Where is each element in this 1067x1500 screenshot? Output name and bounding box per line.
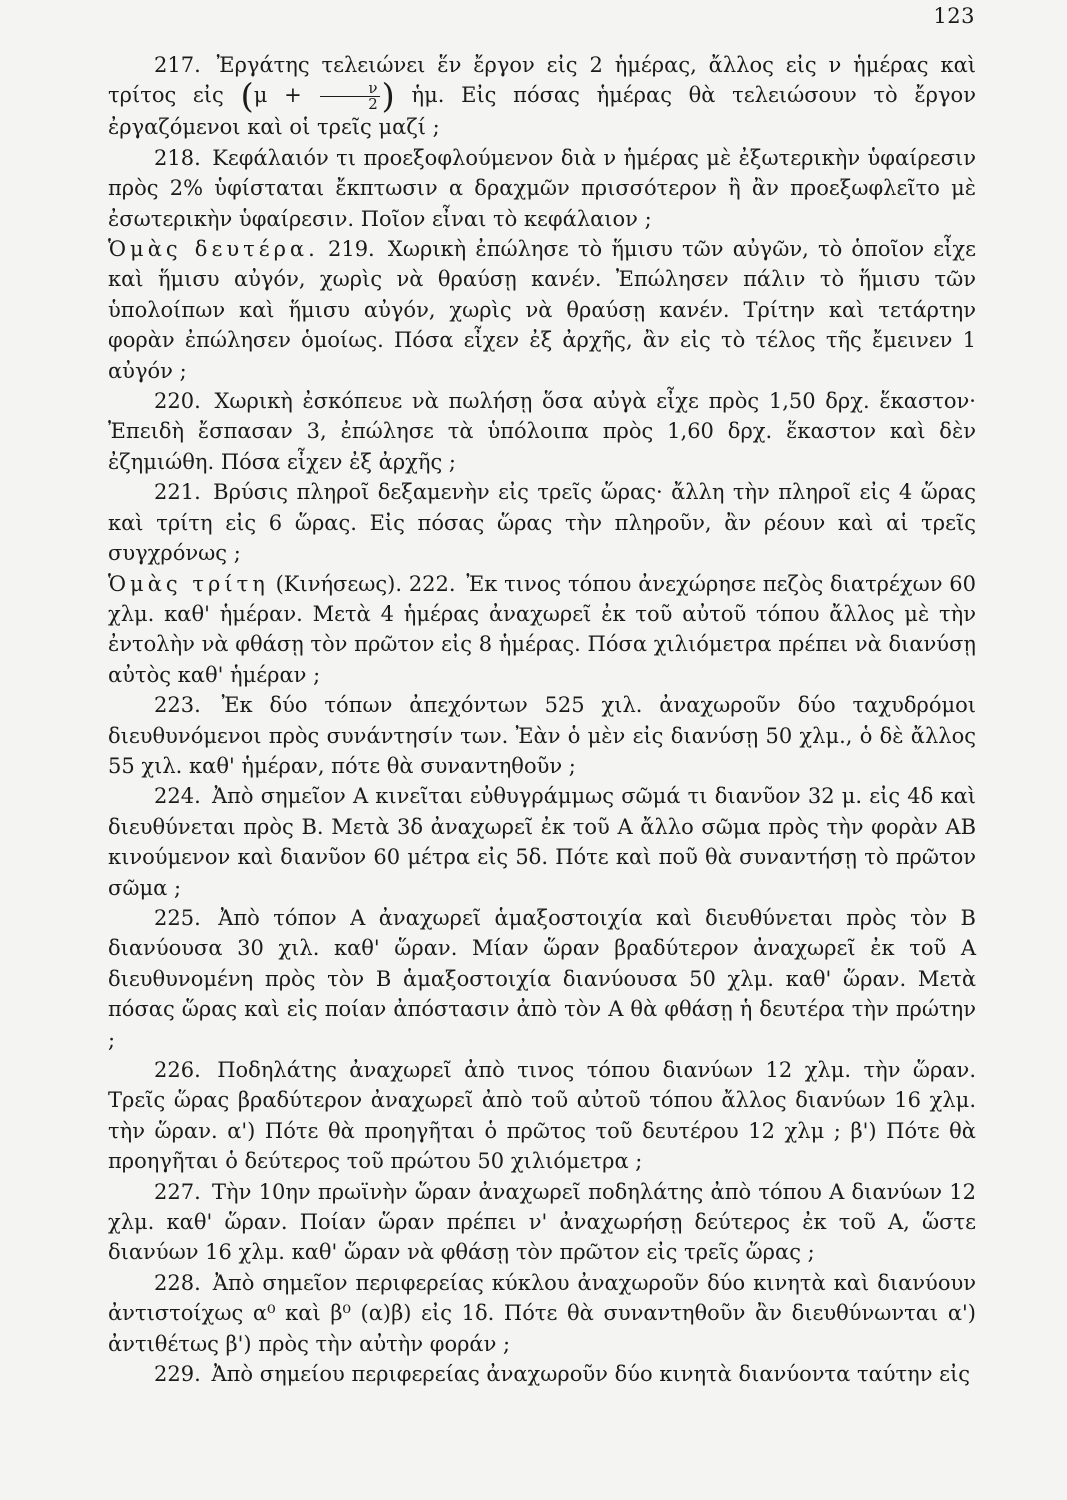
problem-number: 217. [154, 53, 201, 77]
problem-222 [108, 569, 976, 691]
problem-219 [108, 234, 976, 386]
problem-229 [108, 1359, 976, 1389]
problem-number: 227. [154, 1179, 201, 1204]
problem-number: 218. [154, 145, 201, 170]
fraction [320, 81, 379, 112]
problem-text: Ἐκ δύο τόπων ἀπεχόντων 525 χιλ. ἀναχωροῦν δύο ταχυδρόμοι διευθυνόμενοι πρὸς συνάντησίν των. Ἐὰν ὁ μὲν εἰς διανύσῃ 50 χλμ., ὁ δὲ ἄλλος 55 χιλ. καθ' ἡμέραν, πότε θὰ συναντηθοῦν ; [108, 693, 976, 778]
problem-number: 225. [154, 905, 201, 930]
problem-227 [108, 1177, 976, 1268]
problem-text: ἡμ. Εἰς πόσας ἡμέρας θὰ τελειώσουν τὸ ἔργον ἐργαζόμενοι καὶ οἱ τρεῖς μαζί ; [108, 83, 976, 140]
group-heading: Ὁμὰς τρίτη [108, 571, 269, 596]
problem-text: Κεφάλαιόν τι προεξοφλούμενον διὰ ν ἡμέρας μὲ ἐξωτερικὴν ὑφαίρεσιν πρὸς 2% ὑφίσταται ἔκπτωσιν α δραχμῶν πρισσότερον ἢ ἂν προεξωφλεῖτο μὲ ἐσωτερικὴν ὑφαίρεσιν. Ποῖον εἶναι τὸ κεφάλαιον ; [108, 145, 976, 231]
problem-number: 222. [408, 571, 456, 596]
fraction-numerator: ν [320, 81, 379, 97]
problem-220 [108, 386, 976, 477]
problem-217 [108, 50, 976, 143]
problem-number: 219. [327, 237, 375, 262]
problem-225 [108, 903, 976, 1055]
math-expression: μ + [253, 83, 302, 108]
problem-text: Χωρικὴ ἐπώλησε τὸ ἥμισυ τῶν αὐγῶν, τὸ ὁποῖον εἶχε καὶ ἥμισυ αὐγόν, χωρὶς νὰ θραύσῃ κανέν. Ἐπώλησεν πάλιν τὸ ἥμισυ τῶν ὑπολοίπων καὶ ἥμισυ αὐγόν, χωρὶς νὰ θραύσῃ κανέν. Τρίτην καὶ τετάρτην φορὰν ἐπώλησεν ὁμοίως. Πόσα εἶχεν ἐξ ἀρχῆς, ἂν εἰς τὸ τέλος τῆς ἔμεινεν 1 αὐγόν ; [108, 237, 976, 383]
problem-text: Χωρικὴ ἐσκόπευε νὰ πωλήσῃ ὅσα αὐγὰ εἶχε πρὸς 1,50 δρχ. ἕκαστον· Ἐπειδὴ ἔσπασαν 3, ἐπώλησε τὰ ὑπόλοιπα πρὸς 1,60 δρχ. ἕκαστον καὶ δὲν ἐζημιώθη. Πόσα εἶχεν ἐξ ἀρχῆς ; [108, 389, 976, 474]
problem-number: 228. [154, 1270, 201, 1295]
problem-text: Βρύσις πληροῖ δεξαμενὴν εἰς τρεῖς ὥρας· ἄλλη τὴν πληροῖ εἰς 4 ὥρας καὶ τρίτη εἰς 6 ὥρας. Εἰς πόσας ὥρας τὴν πληροῦν, ἂν ρέουν καὶ αἱ τρεῖς συγχρόνως ; [108, 480, 976, 566]
group-note: (Κινήσεως). [275, 571, 403, 596]
problem-224 [108, 781, 976, 903]
problem-number: 220. [154, 389, 201, 414]
problem-text: Ἐκ τινος τόπου ἀνεχώρησε πεζὸς διατρέχων 60 χλμ. καθ' ἡμέραν. Μετὰ 4 ἡμέρας ἀναχωρεῖ ἐκ τοῦ αὐτοῦ τόπου ἄλλος μὲ τὴν ἐντολὴν νὰ φθάσῃ τὸν πρῶτον εἰς 8 ἡμέρας. Πόσα χιλιόμετρα πρέπει νὰ διανύσῃ αὐτὸς καθ' ἡμέραν ; [108, 571, 977, 687]
problem-text: Ἀπὸ σημείου περιφερείας ἀναχωροῦν δύο κινητὰ διανύοντα ταύτην εἰς [211, 1362, 971, 1387]
problem-text: Ἀπὸ σημεῖον περιφερείας κύκλου ἀναχωροῦν δύο κινητὰ καὶ διανύουν ἀντιστοίχως α⁰ καὶ β⁰ (α)β) εἰς 1δ. Πότε θὰ συναντηθοῦν ἂν διευθύνωνται α') ἀντιθέτως β') πρὸς τὴν αὐτὴν φοράν ; [108, 1270, 976, 1356]
problem-number: 229. [154, 1362, 201, 1387]
problem-text: Ἀπὸ τόπον Α ἀναχωρεῖ ἁμαξοστοιχία καὶ διευθύνεται πρὸς τὸν Β διανύουσα 30 χιλ. καθ' ὥραν. Μίαν ὥραν βραδύτερον ἀναχωρεῖ ἐκ τοῦ Α διευθυνομένη πρὸς τὸν Β ἁμαξοστοιχία διανύουσα 50 χλμ. καθ' ὥραν. Μετὰ πόσας ὥρας καὶ εἰς ποίαν ἀπόστασιν ἀπὸ τὸν Α θὰ φθάσῃ ἡ δευτέρα τὴν πρώτην ; [108, 905, 976, 1052]
page-number: 123 [933, 4, 975, 28]
problem-221 [108, 477, 976, 568]
problem-228 [108, 1268, 976, 1359]
problem-text: Ἀπὸ σημεῖον Α κινεῖται εὐθυγράμμως σῶμά τι διανῦον 32 μ. εἰς 4δ καὶ διευθύνεται πρὸς Β. Μετὰ 3δ ἀναχωρεῖ ἐκ τοῦ Α ἄλλο σῶμα πρὸς τὴν φορὰν ΑΒ κινούμενον καὶ διανῦον 60 μέτρα εἰς 5δ. Πότε καὶ ποῦ θὰ συναντήσῃ τὸ πρῶτον σῶμα ; [108, 784, 976, 900]
paren-open: ( [240, 76, 254, 117]
problem-number: 224. [154, 784, 201, 809]
problem-text: Ἐργάτης τελειώνει ἕν ἔργον εἰς 2 ἡμέρας, ἄλλος εἰς ν ἡμέρας καὶ τρίτος εἰς [108, 53, 976, 108]
problem-218 [108, 143, 976, 234]
problem-226 [108, 1055, 976, 1177]
group-heading: Ὁμὰς δευτέρα. [108, 237, 319, 262]
problem-text: Τὴν 10ην πρωϊνὴν ὥραν ἀναχωρεῖ ποδηλάτης ἀπὸ τόπου Α διανύων 12 χλμ. καθ' ὥραν. Ποίαν ὥραν πρέπει ν' ἀναχωρήσῃ δεύτερος ἐκ τοῦ Α, ὥστε διανύων 16 χλμ. καθ' ὥραν νὰ φθάσῃ τὸν πρῶτον εἰς τρεῖς ὥρας ; [108, 1179, 976, 1265]
fraction-denominator: 2 [368, 95, 378, 114]
paren-close: ) [381, 76, 395, 117]
problem-text: Ποδηλάτης ἀναχωρεῖ ἀπὸ τινος τόπου διανύων 12 χλμ. τὴν ὥραν. Τρεῖς ὥρας βραδύτερον ἀναχωρεῖ ἀπὸ τοῦ αὐτοῦ τόπου ἄλλος διανύων 16 χλμ. τὴν ὥραν. α') Πότε θὰ προηγῆται ὁ πρῶτος τοῦ δευτέρου 12 χλμ ; β') Πότε θὰ προηγῆται ὁ δεύτερος τοῦ πρώτου 50 χιλιόμετρα ; [108, 1058, 976, 1174]
problem-list [108, 50, 976, 1389]
problem-223 [108, 690, 976, 781]
problem-number: 221. [154, 480, 201, 505]
problem-number: 226. [154, 1058, 201, 1082]
problem-number: 223. [154, 693, 201, 718]
